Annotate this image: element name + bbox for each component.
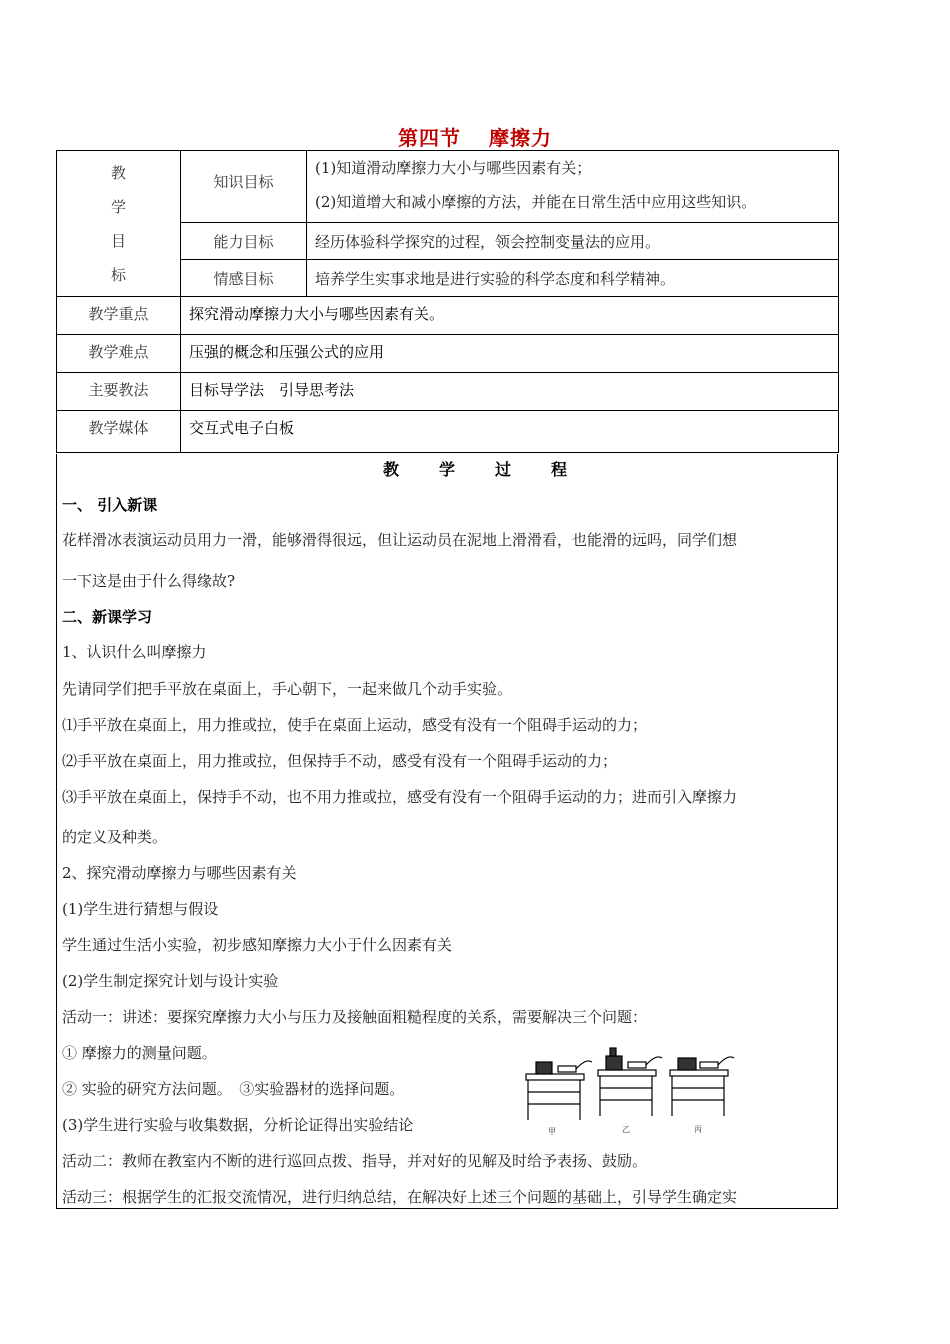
title-topic: 摩擦力 [489,126,552,150]
figure-label: 甲 [548,1127,556,1136]
paragraph-line: 活动二：教师在教室内不断的进行巡回点拨、指导，并对好的见解及时给予表扬、鼓励。 [62,1152,648,1170]
row-label: 教学难点 [57,335,181,373]
paragraph-line: (3)学生进行实验与收集数据，分析论证得出实验结论 [62,1116,414,1134]
paragraph-line: 学生通过生活小实验，初步感知摩擦力大小于什么因素有关 [62,936,453,954]
paragraph-line: 1、认识什么叫摩擦力 [62,643,207,661]
table-a [526,1061,592,1120]
row-text: 压强的概念和压强公式的应用 [181,335,839,373]
knowledge-item: (2)知道增大和减小摩擦的方法，并能在日常生活中应用这些知识。 [315,193,757,211]
paragraph-line: 活动一：讲述：要探究摩擦力大小与压力及接触面粗糙程度的关系，需要解决三个问题： [62,1008,648,1026]
paragraph-line: 花样滑冰表演运动员用力一滑，能够滑得很远，但让运动员在泥地上滑滑看，也能滑的远吗，同学们想 [62,531,738,549]
table-b [598,1048,662,1116]
section-heading: 一、 引入新课 [62,496,158,514]
table-c [670,1057,734,1116]
group-char: 教 [110,163,126,182]
row-text: 目标导学法 引导思考法 [181,373,839,411]
paragraph-line: 活动三：根据学生的汇报交流情况，进行归纳总结，在解决好上述三个问题的基础上，引导学生确定实 [62,1188,738,1206]
paragraph-line: (1)学生进行猜想与假设 [62,900,219,918]
process-title-char: 程 [551,460,568,479]
section-heading: 二、新课学习 [62,608,153,626]
objectives-group-label [57,151,181,297]
figure-label: 丙 [694,1125,702,1134]
process-title-char: 学 [438,460,455,479]
paragraph-line: 2、探究滑动摩擦力与哪些因素有关 [62,864,297,882]
process-title-char: 过 [495,460,512,479]
group-char: 标 [110,265,126,284]
knowledge-item: (1)知道滑动摩擦力大小与哪些因素有关； [315,159,592,177]
paragraph-line: ⑶手平放在桌面上，保持手不动，也不用力推或拉，感受有没有一个阻碍手运动的力；进而引入摩擦力 [62,788,738,806]
figure-label: 乙 [622,1125,630,1134]
paragraph-line: 的定义及种类。 [62,828,168,846]
knowledge-label: 知识目标 [181,151,307,223]
emotion-text: 培养学生实事求地是进行实验的科学态度和科学精神。 [307,260,839,297]
title-section: 第四节 [398,126,461,150]
knowledge-cell [307,151,839,223]
row-label: 教学媒体 [57,411,181,453]
paragraph-line: 先请同学们把手平放在桌面上，手心朝下，一起来做几个动手实验。 [62,680,513,698]
row-text: 探究滑动摩擦力大小与哪些因素有关。 [181,297,839,335]
paragraph-line: ① 摩擦力的测量问题。 [62,1044,217,1062]
row-text: 交互式电子白板 [181,411,839,453]
group-char: 学 [110,197,126,216]
row-label: 主要教法 [57,373,181,411]
paragraph-line: ⑴手平放在桌面上，用力推或拉，使手在桌面上运动，感受有没有一个阻碍手运动的力； [62,716,648,734]
paragraph-line: ② 实验的研究方法问题。 ③实验器材的选择问题。 [62,1080,405,1098]
process-title [0,457,950,480]
paragraph-line: 一下这是由于什么得缘故? [62,572,236,590]
paragraph-line: (2)学生制定探究计划与设计实验 [62,972,279,990]
ability-text: 经历体验科学探究的过程，领会控制变量法的应用。 [307,223,839,260]
lesson-plan-table [56,150,839,453]
emotion-label: 情感目标 [181,260,307,297]
friction-experiment-figure [522,1040,738,1136]
lesson-title [0,122,950,151]
ability-label: 能力目标 [181,223,307,260]
group-char: 目 [110,231,126,250]
process-title-char: 教 [382,460,399,479]
paragraph-line: ⑵手平放在桌面上，用力推或拉，但保持手不动，感受有没有一个阻碍手运动的力； [62,752,618,770]
row-label: 教学重点 [57,297,181,335]
